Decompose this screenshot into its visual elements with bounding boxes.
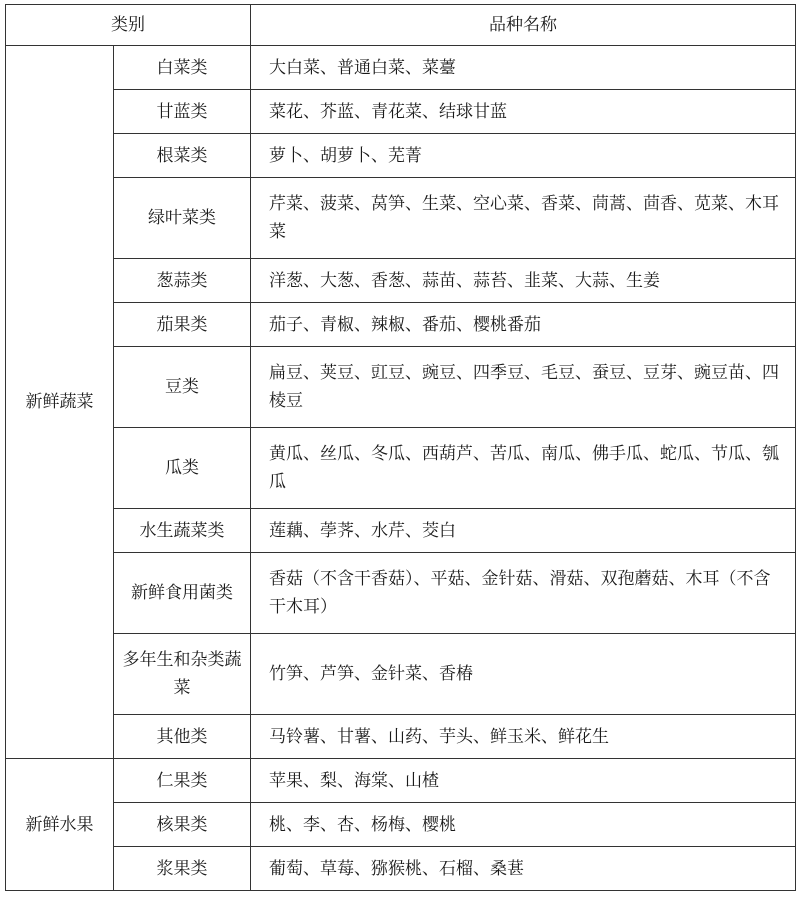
table-row bbox=[6, 347, 796, 428]
table-row bbox=[6, 428, 796, 509]
table-row bbox=[6, 178, 796, 259]
table-row bbox=[6, 509, 796, 553]
subcategory-cell: 新鲜食用菌类 bbox=[114, 553, 251, 634]
variety-cell: 洋葱、大葱、香葱、蒜苗、蒜苔、韭菜、大蒜、生姜 bbox=[251, 259, 796, 303]
table-row bbox=[6, 715, 796, 759]
subcategory-cell: 葱蒜类 bbox=[114, 259, 251, 303]
table-row bbox=[6, 46, 796, 90]
variety-cell: 桃、李、杏、杨梅、樱桃 bbox=[251, 803, 796, 847]
variety-cell: 大白菜、普通白菜、菜薹 bbox=[251, 46, 796, 90]
subcategory-cell: 茄果类 bbox=[114, 303, 251, 347]
subcategory-cell: 多年生和杂类蔬菜 bbox=[114, 634, 251, 715]
table-row bbox=[6, 134, 796, 178]
variety-cell: 扁豆、荚豆、豇豆、豌豆、四季豆、毛豆、蚕豆、豆芽、豌豆苗、四棱豆 bbox=[251, 347, 796, 428]
produce-category-table bbox=[5, 4, 796, 891]
table-row bbox=[6, 259, 796, 303]
table-row bbox=[6, 847, 796, 891]
variety-cell: 芹菜、菠菜、莴笋、生菜、空心菜、香菜、茼蒿、茴香、苋菜、木耳菜 bbox=[251, 178, 796, 259]
subcategory-cell: 核果类 bbox=[114, 803, 251, 847]
variety-cell: 香菇（不含干香菇）、平菇、金针菇、滑菇、双孢蘑菇、木耳（不含干木耳） bbox=[251, 553, 796, 634]
variety-cell: 苹果、梨、海棠、山楂 bbox=[251, 759, 796, 803]
table-row bbox=[6, 553, 796, 634]
variety-cell: 葡萄、草莓、猕猴桃、石榴、桑葚 bbox=[251, 847, 796, 891]
group-fruits: 新鲜水果 bbox=[6, 759, 114, 891]
table-row bbox=[6, 303, 796, 347]
subcategory-cell: 其他类 bbox=[114, 715, 251, 759]
subcategory-cell: 豆类 bbox=[114, 347, 251, 428]
table-row bbox=[6, 90, 796, 134]
subcategory-cell: 甘蓝类 bbox=[114, 90, 251, 134]
subcategory-cell: 浆果类 bbox=[114, 847, 251, 891]
table-row bbox=[6, 803, 796, 847]
header-category: 类别 bbox=[6, 5, 251, 46]
table-row bbox=[6, 759, 796, 803]
subcategory-cell: 绿叶菜类 bbox=[114, 178, 251, 259]
subcategory-cell: 瓜类 bbox=[114, 428, 251, 509]
subcategory-cell: 白菜类 bbox=[114, 46, 251, 90]
header-variety: 品种名称 bbox=[251, 5, 796, 46]
variety-cell: 莲藕、荸荠、水芹、茭白 bbox=[251, 509, 796, 553]
variety-cell: 茄子、青椒、辣椒、番茄、樱桃番茄 bbox=[251, 303, 796, 347]
header-row bbox=[6, 5, 796, 46]
variety-cell: 竹笋、芦笋、金针菜、香椿 bbox=[251, 634, 796, 715]
subcategory-cell: 根菜类 bbox=[114, 134, 251, 178]
variety-cell: 菜花、芥蓝、青花菜、结球甘蓝 bbox=[251, 90, 796, 134]
subcategory-cell: 水生蔬菜类 bbox=[114, 509, 251, 553]
variety-cell: 黄瓜、丝瓜、冬瓜、西葫芦、苦瓜、南瓜、佛手瓜、蛇瓜、节瓜、瓠瓜 bbox=[251, 428, 796, 509]
subcategory-cell: 仁果类 bbox=[114, 759, 251, 803]
variety-cell: 马铃薯、甘薯、山药、芋头、鲜玉米、鲜花生 bbox=[251, 715, 796, 759]
table-row bbox=[6, 634, 796, 715]
variety-cell: 萝卜、胡萝卜、芜菁 bbox=[251, 134, 796, 178]
group-vegetables: 新鲜蔬菜 bbox=[6, 46, 114, 759]
